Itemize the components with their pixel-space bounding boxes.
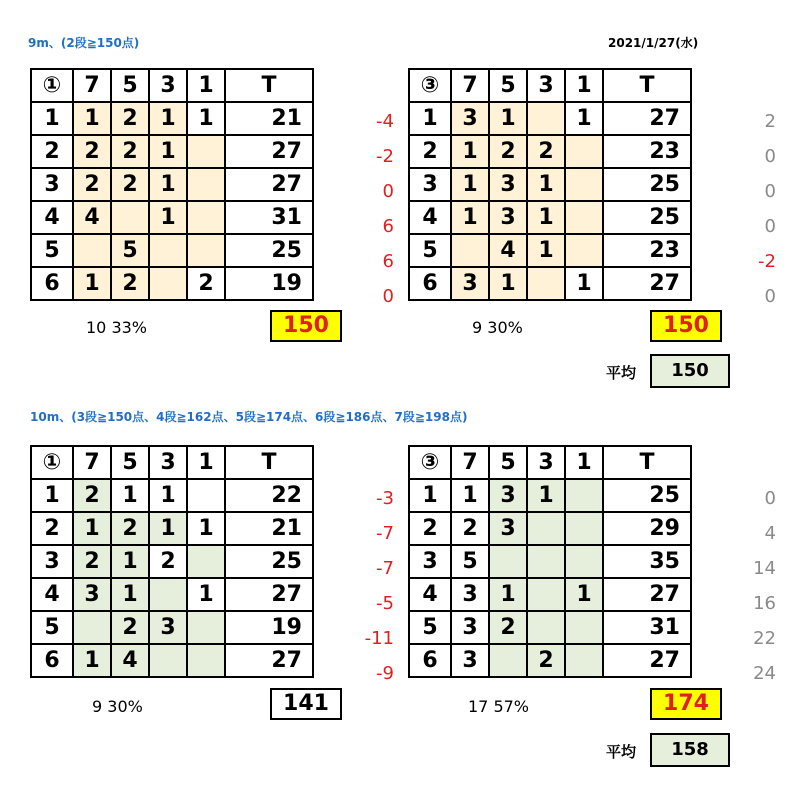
count-cell-5: 3 [489, 479, 527, 512]
count-cell-3: 3 [149, 611, 187, 644]
count-cell-7: 1 [451, 201, 489, 234]
count-cell-3: 2 [149, 545, 187, 578]
count-cell-3: 1 [149, 201, 187, 234]
column-header: 5 [489, 69, 527, 102]
hit-rate-10m-round3: 17 57% [468, 697, 530, 716]
count-cell-7: 3 [451, 578, 489, 611]
column-header: 1 [565, 446, 603, 479]
count-cell-1: 1 [187, 102, 225, 135]
count-cell-7 [73, 611, 111, 644]
header-row [409, 69, 691, 102]
count-cell-3: 1 [527, 168, 565, 201]
table-row [31, 135, 313, 168]
round-label: ③ [409, 446, 451, 479]
caption-9m: 9m、(2段≧150点) [28, 36, 140, 50]
end-number: 2 [31, 512, 73, 545]
table-row [31, 611, 313, 644]
end-total: 25 [225, 234, 313, 267]
score-table-9m-round1 [30, 68, 314, 301]
count-cell-5: 2 [111, 512, 149, 545]
count-cell-7: 2 [73, 479, 111, 512]
count-cell-7: 2 [451, 512, 489, 545]
table-row [409, 102, 691, 135]
end-number: 6 [409, 267, 451, 300]
diff-column-10m-round3 [736, 481, 776, 691]
end-total: 27 [603, 102, 691, 135]
count-cell-1 [565, 201, 603, 234]
count-cell-7: 2 [73, 545, 111, 578]
column-header: 3 [149, 446, 187, 479]
end-number: 5 [409, 234, 451, 267]
count-cell-5: 1 [489, 578, 527, 611]
score-diff: -2 [376, 146, 394, 167]
count-cell-1 [187, 611, 225, 644]
column-header: 1 [187, 69, 225, 102]
score-diff: -5 [376, 593, 394, 614]
count-cell-5: 3 [489, 512, 527, 545]
date-label: 2021/1/27(水) [608, 36, 699, 50]
count-cell-5: 4 [111, 644, 149, 677]
end-total: 19 [225, 611, 313, 644]
score-diff: 6 [382, 251, 394, 272]
diff-column-10m-round1 [354, 481, 394, 691]
total-score-10m-round1: 141 [270, 688, 342, 720]
count-cell-1: 1 [565, 267, 603, 300]
table-row [409, 512, 691, 545]
average-score-9m: 150 [650, 354, 730, 388]
score-diff: 22 [753, 628, 776, 649]
count-cell-7: 1 [451, 479, 489, 512]
count-cell-7: 5 [451, 545, 489, 578]
end-number: 6 [409, 644, 451, 677]
round-label: ① [31, 69, 73, 102]
count-cell-7: 4 [73, 201, 111, 234]
column-header: 5 [489, 446, 527, 479]
header-row [31, 446, 313, 479]
count-cell-1 [187, 644, 225, 677]
end-total: 21 [225, 102, 313, 135]
score-table-10m-round1 [30, 445, 314, 678]
table-row [409, 135, 691, 168]
count-cell-7: 3 [451, 644, 489, 677]
score-diff: 0 [764, 181, 776, 202]
end-total: 27 [225, 578, 313, 611]
count-cell-7: 3 [451, 102, 489, 135]
column-header: T [225, 69, 313, 102]
count-cell-1 [187, 545, 225, 578]
count-cell-5: 4 [489, 234, 527, 267]
end-total: 29 [603, 512, 691, 545]
count-cell-3: 2 [527, 644, 565, 677]
score-diff: 24 [753, 663, 776, 684]
table-row [409, 234, 691, 267]
count-cell-3 [149, 267, 187, 300]
count-cell-1 [187, 168, 225, 201]
score-diff: -3 [376, 488, 394, 509]
end-total: 23 [603, 234, 691, 267]
count-cell-1 [565, 234, 603, 267]
count-cell-7: 1 [73, 267, 111, 300]
count-cell-1: 1 [187, 512, 225, 545]
column-header: 7 [451, 69, 489, 102]
end-number: 4 [31, 578, 73, 611]
count-cell-5: 2 [489, 611, 527, 644]
end-total: 25 [603, 168, 691, 201]
count-cell-1 [565, 545, 603, 578]
count-cell-3: 1 [527, 479, 565, 512]
end-number: 3 [409, 545, 451, 578]
end-number: 1 [409, 479, 451, 512]
score-diff: 2 [764, 111, 776, 132]
table-row [31, 545, 313, 578]
count-cell-3 [527, 545, 565, 578]
table-row [409, 479, 691, 512]
end-total: 27 [603, 578, 691, 611]
score-diff: 0 [764, 286, 776, 307]
count-cell-3 [527, 578, 565, 611]
header-row [31, 69, 313, 102]
count-cell-1 [187, 201, 225, 234]
end-total: 27 [603, 267, 691, 300]
count-cell-3: 2 [527, 135, 565, 168]
score-diff: -2 [758, 251, 776, 272]
score-diff: 4 [764, 523, 776, 544]
table-row [31, 512, 313, 545]
column-header: 1 [565, 69, 603, 102]
total-score-10m-round3: 174 [650, 688, 722, 720]
score-diff: 0 [382, 286, 394, 307]
end-total: 21 [225, 512, 313, 545]
count-cell-1: 2 [187, 267, 225, 300]
round-label: ① [31, 446, 73, 479]
count-cell-5: 2 [111, 135, 149, 168]
count-cell-1 [565, 644, 603, 677]
end-number: 2 [31, 135, 73, 168]
table-row [31, 578, 313, 611]
count-cell-7: 1 [73, 644, 111, 677]
count-cell-7: 1 [451, 168, 489, 201]
column-header: T [603, 446, 691, 479]
end-number: 2 [409, 135, 451, 168]
end-number: 3 [31, 545, 73, 578]
count-cell-5: 2 [111, 267, 149, 300]
column-header: 3 [527, 446, 565, 479]
count-cell-1: 1 [565, 578, 603, 611]
end-number: 4 [409, 578, 451, 611]
table-row [31, 234, 313, 267]
diff-column-9m-round3 [736, 104, 776, 314]
count-cell-3 [149, 644, 187, 677]
count-cell-5: 2 [111, 102, 149, 135]
end-number: 1 [31, 479, 73, 512]
score-diff: 0 [764, 146, 776, 167]
average-label-10m: 平均 [606, 743, 637, 761]
score-diff: 16 [753, 593, 776, 614]
score-diff: -4 [376, 111, 394, 132]
count-cell-3 [527, 611, 565, 644]
score-diff: -7 [376, 558, 394, 579]
count-cell-5 [111, 201, 149, 234]
average-score-10m: 158 [650, 733, 730, 767]
count-cell-5: 1 [111, 479, 149, 512]
end-number: 1 [31, 102, 73, 135]
end-number: 2 [409, 512, 451, 545]
hit-rate-9m-round3: 9 30% [472, 318, 523, 337]
score-diff: 0 [764, 488, 776, 509]
score-table-10m-round3 [408, 445, 692, 678]
score-diff: -9 [376, 663, 394, 684]
count-cell-7: 1 [73, 102, 111, 135]
column-header: 5 [111, 69, 149, 102]
count-cell-5: 5 [111, 234, 149, 267]
table-row [409, 644, 691, 677]
column-header: T [603, 69, 691, 102]
end-total: 31 [225, 201, 313, 234]
table-row [409, 168, 691, 201]
count-cell-3 [527, 102, 565, 135]
count-cell-5: 1 [111, 545, 149, 578]
end-total: 22 [225, 479, 313, 512]
total-score-9m-round1: 150 [270, 310, 342, 342]
end-number: 4 [409, 201, 451, 234]
count-cell-1 [565, 168, 603, 201]
table-row [409, 201, 691, 234]
end-total: 31 [603, 611, 691, 644]
column-header: 7 [73, 69, 111, 102]
end-total: 19 [225, 267, 313, 300]
score-table-9m-round3 [408, 68, 692, 301]
end-total: 35 [603, 545, 691, 578]
round-label: ③ [409, 69, 451, 102]
count-cell-7: 1 [73, 512, 111, 545]
count-cell-3: 1 [149, 168, 187, 201]
table-row [409, 545, 691, 578]
count-cell-1 [187, 479, 225, 512]
end-number: 3 [31, 168, 73, 201]
column-header: 5 [111, 446, 149, 479]
score-diff: 14 [753, 558, 776, 579]
table-row [31, 479, 313, 512]
caption-10m: 10m、(3段≧150点、4段≧162点、5段≧174点、6段≧186点、7段≧198点) [30, 410, 468, 424]
end-total: 25 [225, 545, 313, 578]
count-cell-5: 2 [111, 611, 149, 644]
count-cell-5: 2 [111, 168, 149, 201]
table-row [31, 201, 313, 234]
count-cell-3 [527, 512, 565, 545]
column-header: 1 [187, 446, 225, 479]
count-cell-3 [149, 234, 187, 267]
end-total: 27 [225, 135, 313, 168]
score-diff: 6 [382, 216, 394, 237]
column-header: T [225, 446, 313, 479]
count-cell-3 [527, 267, 565, 300]
end-total: 25 [603, 201, 691, 234]
average-label-9m: 平均 [606, 364, 637, 382]
count-cell-5: 1 [489, 267, 527, 300]
count-cell-5 [489, 644, 527, 677]
table-row [409, 611, 691, 644]
column-header: 3 [149, 69, 187, 102]
end-number: 6 [31, 267, 73, 300]
table-row [31, 644, 313, 677]
table-row [31, 102, 313, 135]
table-row [409, 267, 691, 300]
count-cell-3 [149, 578, 187, 611]
count-cell-3: 1 [149, 135, 187, 168]
count-cell-1 [565, 512, 603, 545]
count-cell-1: 1 [187, 578, 225, 611]
end-total: 25 [603, 479, 691, 512]
count-cell-5: 3 [489, 201, 527, 234]
score-diff: -11 [364, 628, 394, 649]
end-number: 4 [31, 201, 73, 234]
count-cell-3: 1 [149, 512, 187, 545]
column-header: 7 [73, 446, 111, 479]
table-row [31, 267, 313, 300]
count-cell-1 [565, 135, 603, 168]
score-diff: 0 [764, 216, 776, 237]
count-cell-3: 1 [527, 201, 565, 234]
count-cell-5: 1 [489, 102, 527, 135]
count-cell-7: 2 [73, 135, 111, 168]
end-number: 5 [31, 234, 73, 267]
end-total: 27 [225, 168, 313, 201]
count-cell-7: 3 [451, 611, 489, 644]
end-number: 3 [409, 168, 451, 201]
hit-rate-9m-round1: 10 33% [86, 318, 148, 337]
end-number: 5 [31, 611, 73, 644]
total-score-9m-round3: 150 [650, 310, 722, 342]
end-number: 6 [31, 644, 73, 677]
count-cell-7 [73, 234, 111, 267]
count-cell-5: 1 [111, 578, 149, 611]
diff-column-9m-round1 [354, 104, 394, 314]
count-cell-3: 1 [527, 234, 565, 267]
column-header: 7 [451, 446, 489, 479]
count-cell-7: 3 [451, 267, 489, 300]
count-cell-5: 2 [489, 135, 527, 168]
count-cell-1 [565, 611, 603, 644]
end-total: 27 [603, 644, 691, 677]
end-total: 27 [225, 644, 313, 677]
table-row [31, 168, 313, 201]
end-number: 1 [409, 102, 451, 135]
count-cell-1 [565, 479, 603, 512]
count-cell-5: 3 [489, 168, 527, 201]
count-cell-1: 1 [565, 102, 603, 135]
count-cell-7: 3 [73, 578, 111, 611]
column-header: 3 [527, 69, 565, 102]
count-cell-3: 1 [149, 479, 187, 512]
count-cell-1 [187, 135, 225, 168]
count-cell-1 [187, 234, 225, 267]
score-diff: -7 [376, 523, 394, 544]
header-row [409, 446, 691, 479]
score-diff: 0 [382, 181, 394, 202]
end-total: 23 [603, 135, 691, 168]
count-cell-7 [451, 234, 489, 267]
count-cell-7: 2 [73, 168, 111, 201]
hit-rate-10m-round1: 9 30% [92, 697, 143, 716]
count-cell-3: 1 [149, 102, 187, 135]
table-row [409, 578, 691, 611]
count-cell-5 [489, 545, 527, 578]
count-cell-7: 1 [451, 135, 489, 168]
end-number: 5 [409, 611, 451, 644]
